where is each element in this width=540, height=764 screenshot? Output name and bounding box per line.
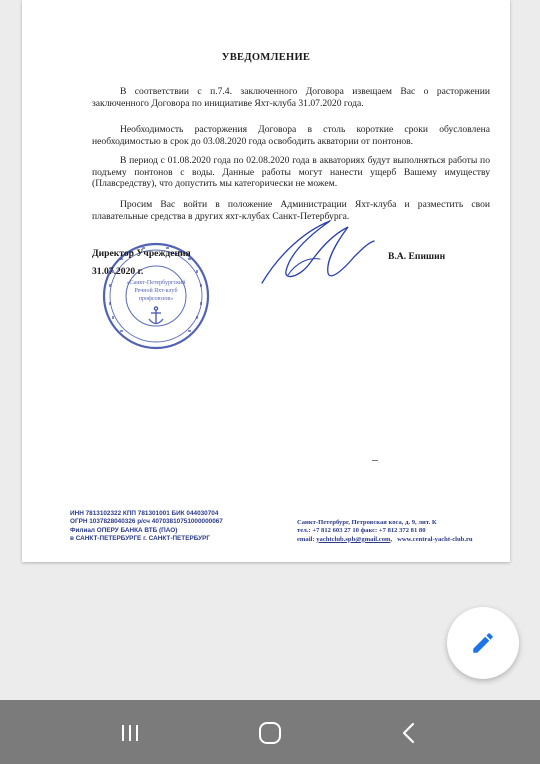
document-page (22, 0, 510, 562)
document-date: 31.07.2020 г. (92, 266, 144, 277)
footer-line: в САНКТ-ПЕТЕРБУРГЕ г. САНКТ-ПЕТЕРБУРГ (70, 535, 211, 543)
paragraph-3: В период с 01.08.2020 года по 02.08.2020 года в акваториях будут выполняться работы по подъему понтонов с воды. Данные работы могут нанести ущерб Вашему имуществу (Плавсредству), что допустить мы категорически не можем. (92, 155, 490, 190)
footer-bank-details (70, 510, 223, 544)
website-link[interactable]: www.central-yacht-club.ru (397, 535, 473, 543)
recent-apps-icon[interactable] (117, 720, 143, 746)
footer-phones: тел.: +7 812 603 27 10 факс: +7 812 372 81 80 (297, 527, 426, 535)
svg-text:«Санкт-Петербургский: «Санкт-Петербургский (126, 280, 186, 286)
footer-address: Санкт-Петербург, Петровская коса, д. 9, лит. К (297, 519, 437, 526)
paragraph-4: Просим Вас войти в положение Администрации Яхт-клуба и разместить свои плавательные средства в других яхт-клубах Санкт-Петербурга. (92, 199, 490, 222)
email-label: email: (297, 535, 315, 543)
home-icon[interactable] (257, 720, 283, 746)
footer-line: Филиал ОПЕРУ БАНКА ВТБ (ПАО) (70, 526, 178, 534)
edit-button[interactable] (447, 607, 519, 679)
divider (372, 460, 378, 461)
paragraph-1: В соответствии с п.7.4. заключенного Договора извещаем Вас о расторжении заключенного Договора по инициативе Яхт-клуба 31.07.2020 года. (92, 86, 490, 109)
handwritten-signature (250, 213, 380, 291)
footer-contacts (297, 519, 473, 544)
signatory-title: Директор Учреждения (92, 248, 191, 259)
footer-line: ОГРН 1037828040326 р/сч 40703810751000000067 (70, 518, 223, 526)
svg-text:профсоюзов»: профсоюзов» (138, 296, 174, 302)
footer-web-line: email: yachtclub.spb@gmail.com, www.central-yacht-club.ru (297, 535, 473, 543)
document-title: УВЕДОМЛЕНИЕ (221, 52, 311, 63)
pencil-icon (470, 630, 496, 656)
system-navigation-bar (0, 700, 540, 764)
svg-text:Речной Яхт-клуб: Речной Яхт-клуб (134, 288, 178, 294)
footer-line: ИНН 7813102322 КПП 781301001 БИК 044030704 (70, 510, 219, 517)
back-icon[interactable] (397, 720, 423, 746)
signatory-name: В.А. Епишин (388, 251, 446, 262)
paragraph-2: Необходимость расторжения Договора в столь короткие сроки обусловлена необходимостью в срок до 03.08.2020 года освободить акватории от понтонов. (92, 124, 490, 147)
email-link[interactable]: yachtclub.spb@gmail.com (316, 535, 391, 543)
